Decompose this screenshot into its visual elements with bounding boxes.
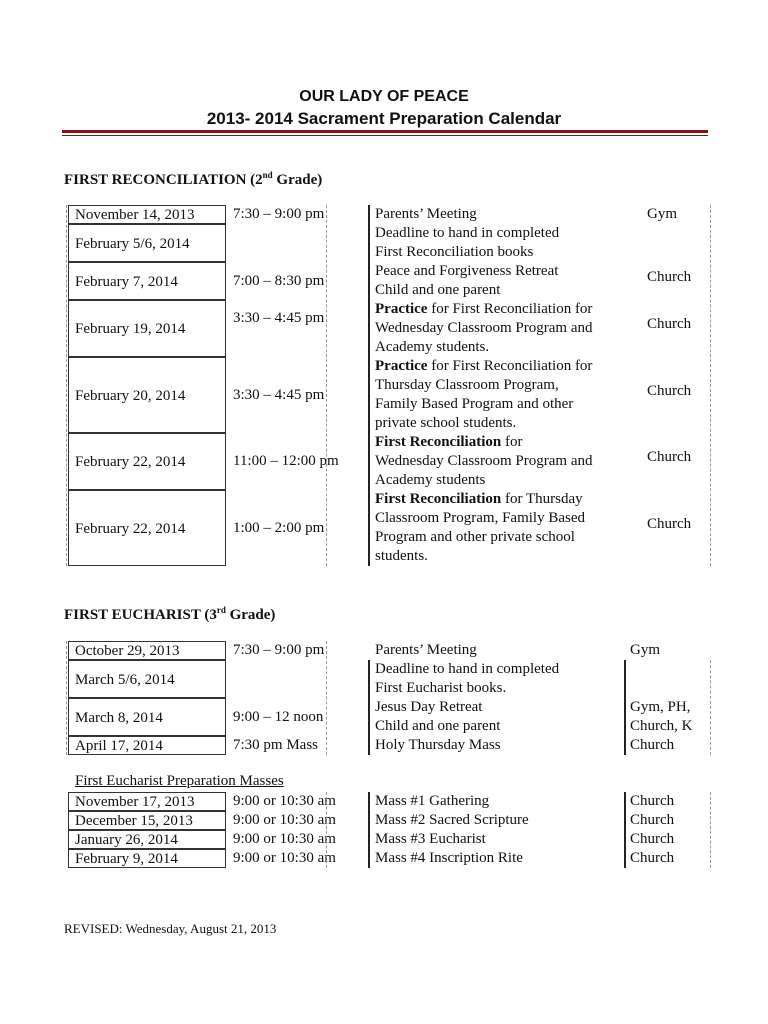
- column-divider: [368, 660, 370, 755]
- row-description-line: Child and one parent: [375, 718, 501, 734]
- row-location: Church: [630, 812, 675, 828]
- column-divider: [326, 205, 327, 566]
- row-date: January 26, 2014: [68, 830, 226, 849]
- row-location: Church: [647, 316, 692, 332]
- row-location: [630, 736, 674, 755]
- row-description-line: private school students.: [375, 415, 517, 431]
- row-date: November 14, 2013: [68, 205, 226, 224]
- row-description: [375, 641, 477, 660]
- row-description-line: Program and other private school: [375, 529, 575, 545]
- row-location: Church: [630, 831, 675, 847]
- row-description: Mass #4 Inscription Rite: [375, 850, 523, 866]
- row-description-line: Wednesday Classroom Program and: [375, 453, 593, 469]
- row-description-line: Deadline to hand in completed: [375, 661, 560, 677]
- row-description-line: Child and one parent: [375, 282, 501, 298]
- row-description: [375, 224, 559, 262]
- row-description: [375, 490, 585, 566]
- section-title-reconciliation: FIRST RECONCILIATION (2nd Grade): [64, 170, 323, 188]
- revised-date: REVISED: Wednesday, August 21, 2013: [64, 921, 277, 936]
- row-time: 9:00 or 10:30 am: [233, 812, 336, 828]
- row-description-line: Holy Thursday Mass: [375, 737, 501, 753]
- row-date: March 5/6, 2014: [68, 660, 226, 698]
- row-description-bold: First Reconciliation: [375, 491, 502, 507]
- row-description: [375, 262, 558, 300]
- row-date: December 15, 2013: [68, 811, 226, 830]
- row-time: 7:30 – 9:00 pm: [233, 642, 325, 658]
- reconciliation-table: [62, 205, 712, 575]
- row-date: October 29, 2013: [68, 641, 226, 660]
- row-time: 7:30 – 9:00 pm: [233, 206, 325, 222]
- row-description-line: Jesus Day Retreat: [375, 699, 483, 715]
- row-location-line: Gym, PH,: [630, 699, 691, 715]
- row-time: 9:00 or 10:30 am: [233, 850, 336, 866]
- row-description-line: for: [501, 434, 523, 450]
- row-date: February 22, 2014: [68, 433, 226, 490]
- row-time: 9:00 or 10:30 am: [233, 793, 336, 809]
- column-divider: [368, 792, 370, 868]
- row-location: [630, 641, 660, 660]
- row-description: [375, 357, 592, 433]
- title-rule: [62, 130, 708, 133]
- row-description-line: Deadline to hand in completed: [375, 225, 560, 241]
- masses-heading: First Eucharist Preparation Masses: [75, 773, 284, 789]
- row-time: 7:00 – 8:30 pm: [233, 272, 325, 289]
- row-time: 1:00 – 2:00 pm: [233, 519, 325, 536]
- masses-table: [62, 792, 712, 872]
- row-time: 11:00 – 12:00 pm: [233, 453, 339, 469]
- row-location-line: Church: [630, 737, 675, 753]
- row-description-line: Academy students: [375, 472, 486, 488]
- row-description: [375, 433, 593, 490]
- row-description-line: Classroom Program, Family Based: [375, 510, 585, 526]
- row-description-line: Parents’ Meeting: [375, 206, 477, 222]
- row-date: February 9, 2014: [68, 849, 226, 868]
- row-description: [375, 660, 559, 698]
- row-description: [375, 300, 593, 357]
- row-description-bold: First Reconciliation: [375, 434, 502, 450]
- row-description-line: students.: [375, 548, 428, 564]
- row-description-line: for First Reconciliation for: [427, 301, 593, 317]
- row-time: 9:00 or 10:30 am: [233, 831, 336, 847]
- row-description: [375, 698, 500, 736]
- row-location: Church: [647, 268, 692, 285]
- column-divider: [66, 205, 67, 566]
- row-description-line: Academy students.: [375, 339, 490, 355]
- section-title-eucharist: FIRST EUCHARIST (3rd Grade): [64, 605, 276, 623]
- row-location: Church: [630, 850, 675, 866]
- column-divider: [326, 792, 327, 868]
- row-date: November 17, 2013: [68, 792, 226, 811]
- row-description-line: Parents’ Meeting: [375, 642, 477, 658]
- row-description: Mass #2 Sacred Scripture: [375, 812, 529, 828]
- column-divider: [710, 792, 711, 868]
- column-divider: [368, 205, 370, 566]
- column-divider: [624, 792, 626, 868]
- row-location: Church: [647, 515, 692, 532]
- row-time: 3:30 – 4:45 pm: [233, 310, 325, 326]
- row-description-line: First Reconciliation books: [375, 244, 534, 260]
- row-time: 9:00 – 12 noon: [233, 708, 324, 725]
- row-location: Church: [647, 382, 692, 399]
- row-description-line: for Thursday: [501, 491, 583, 507]
- row-date: March 8, 2014: [68, 698, 226, 736]
- row-location-line: Church, K: [630, 718, 693, 734]
- row-description: [375, 736, 501, 755]
- column-divider: [710, 205, 711, 566]
- row-description-bold: Practice: [375, 301, 428, 317]
- column-divider: [66, 641, 67, 755]
- parish-name: OUR LADY OF PEACE: [299, 88, 469, 105]
- row-location: Church: [630, 793, 675, 809]
- row-description: Mass #1 Gathering: [375, 793, 490, 809]
- row-location-line: Gym: [630, 642, 660, 658]
- row-description-bold: Practice: [375, 358, 428, 374]
- eucharist-table: [62, 641, 712, 761]
- row-description-line: for First Reconciliation for: [427, 358, 593, 374]
- column-divider: [624, 660, 626, 755]
- row-date: February 22, 2014: [68, 490, 226, 566]
- row-description-line: Wednesday Classroom Program and: [375, 320, 593, 336]
- column-divider: [326, 641, 327, 755]
- row-description-line: Peace and Forgiveness Retreat: [375, 263, 559, 279]
- row-location: [630, 698, 693, 736]
- row-date: April 17, 2014: [68, 736, 226, 755]
- row-description-line: First Eucharist books.: [375, 680, 507, 696]
- column-divider: [710, 660, 711, 755]
- row-date: February 7, 2014: [68, 262, 226, 300]
- row-date: February 20, 2014: [68, 357, 226, 433]
- row-location: Church: [647, 449, 692, 465]
- row-time: 3:30 – 4:45 pm: [233, 386, 325, 403]
- row-location: Gym: [647, 206, 677, 222]
- row-description-line: Family Based Program and other: [375, 396, 574, 412]
- row-description-line: Thursday Classroom Program,: [375, 377, 559, 393]
- row-description: Mass #3 Eucharist: [375, 831, 486, 847]
- row-description: [375, 205, 477, 224]
- row-time: 7:30 pm Mass: [233, 737, 319, 753]
- calendar-title: 2013- 2014 Sacrament Preparation Calendar: [206, 109, 562, 128]
- title-rule-thin: [62, 135, 708, 136]
- row-date: February 5/6, 2014: [68, 224, 226, 262]
- row-date: February 19, 2014: [68, 300, 226, 357]
